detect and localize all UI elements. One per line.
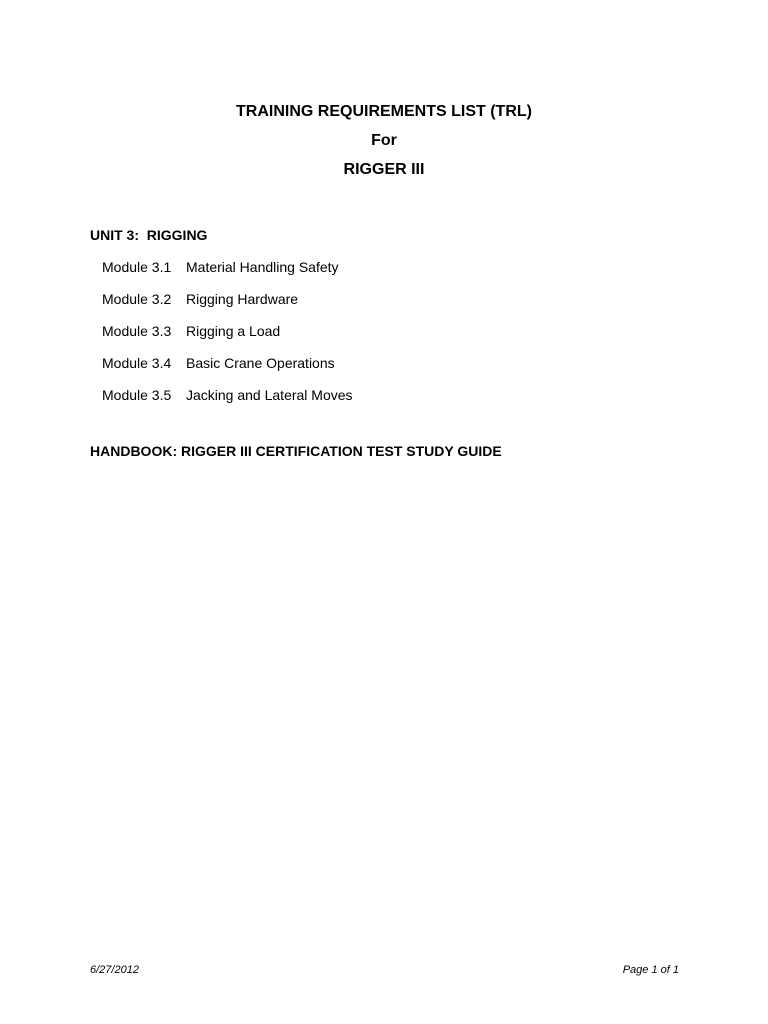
module-title: Material Handling Safety (186, 259, 339, 275)
unit-heading: UNIT 3: RIGGING (90, 227, 208, 243)
module-number: Module 3.5 (102, 387, 172, 403)
document-title: TRAINING REQUIREMENTS LIST (TRL) (236, 103, 532, 120)
document-for-label: For (371, 132, 397, 149)
module-title: Rigging Hardware (186, 291, 299, 307)
footer-date: 6/27/2012 (90, 964, 139, 976)
module-number: Module 3.3 (102, 323, 172, 339)
module-number: Module 3.1 (102, 259, 172, 275)
handbook-reference: HANDBOOK: RIGGER III CERTIFICATION TEST STUDY GUIDE (90, 443, 502, 459)
document-position-title: RIGGER III (343, 161, 425, 178)
footer-page-number: Page 1 of 1 (622, 964, 679, 976)
module-title: Jacking and Lateral Moves (186, 387, 353, 403)
module-number: Module 3.2 (102, 291, 172, 307)
module-title: Basic Crane Operations (186, 355, 335, 371)
module-number: Module 3.4 (102, 355, 172, 371)
module-title: Rigging a Load (186, 323, 281, 339)
